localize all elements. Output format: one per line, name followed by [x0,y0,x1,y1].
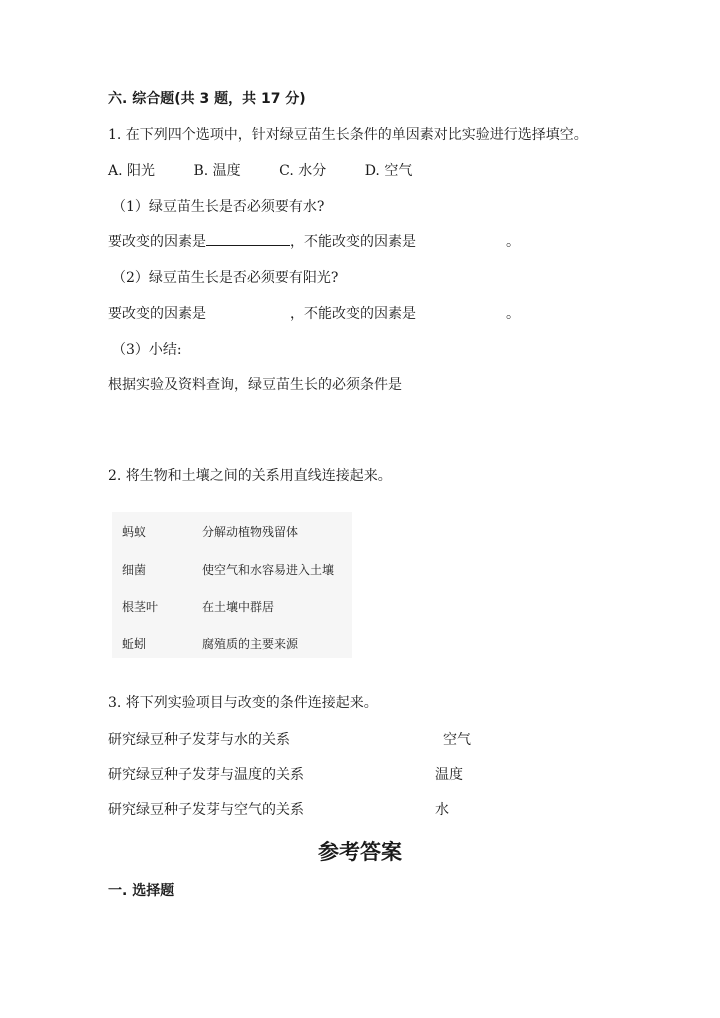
q1-sub2-prefix: 要改变的因素是 [108,306,206,322]
q1-sub1-line [108,231,520,251]
q1-sub2-line [108,303,520,323]
q1-sub1-mid: ，不能改变的因素是 [290,234,416,250]
q1-sub1-prefix: 要改变的因素是 [108,234,206,250]
section-title: 六. 综合题(共 3 题，共 17 分) [108,91,306,107]
q2-right-item: 使空气和水容易进入土壤 [202,563,335,577]
q1-options [108,160,446,180]
q3-left-item: 研究绿豆种子发芽与温度的关系 [108,767,304,783]
q2-right-item: 在土壤中群居 [202,600,275,614]
q1-sub1-end: 。 [506,234,520,250]
q1-stem: 1. 在下列四个选项中，针对绿豆苗生长条件的单因素对比实验进行选择填空。 [108,127,588,143]
q2-right-item: 腐殖质的主要来源 [202,637,299,651]
q1-option-c: C. 水分 [279,163,327,179]
q3-left-item: 研究绿豆种子发芽与空气的关系 [108,802,304,818]
q1-sub2-mid: ，不能改变的因素是 [290,306,416,322]
q1-sub3-question: （3）小结: [112,342,182,358]
q3-right-item: 空气 [443,732,471,748]
q2-left-item: 蚂蚁 [122,525,147,539]
q1-option-b: B. 温度 [193,163,241,179]
q3-right-item: 水 [435,802,449,818]
q1-sub3-line: 根据实验及资料查询，绿豆苗生长的必须条件是 [108,377,402,393]
answer-section-1: 一. 选择题 [108,883,175,899]
q2-left-item: 根茎叶 [122,600,159,614]
q2-left-item: 蚯蚓 [122,637,147,651]
answer-title: 参考答案 [318,840,402,864]
q1-option-d: D. 空气 [364,163,413,179]
q1-sub1-question: （1）绿豆苗生长是否必须要有水? [112,199,325,215]
q1-option-a: A. 阳光 [108,163,156,179]
q2-left-item: 细菌 [122,563,147,577]
q2-right-item: 分解动植物残留体 [202,525,299,539]
q2-stem: 2. 将生物和土壤之间的关系用直线连接起来。 [108,468,392,484]
q1-sub2-end: 。 [506,306,520,322]
q3-right-item: 温度 [435,767,463,783]
q3-left-item: 研究绿豆种子发芽与水的关系 [108,732,290,748]
q1-sub2-question: （2）绿豆苗生长是否必须要有阳光? [112,270,339,286]
q3-stem: 3. 将下列实验项目与改变的条件连接起来。 [108,695,378,711]
q1-sub1-blank-1[interactable] [206,231,290,246]
q2-matching-image [112,512,352,658]
